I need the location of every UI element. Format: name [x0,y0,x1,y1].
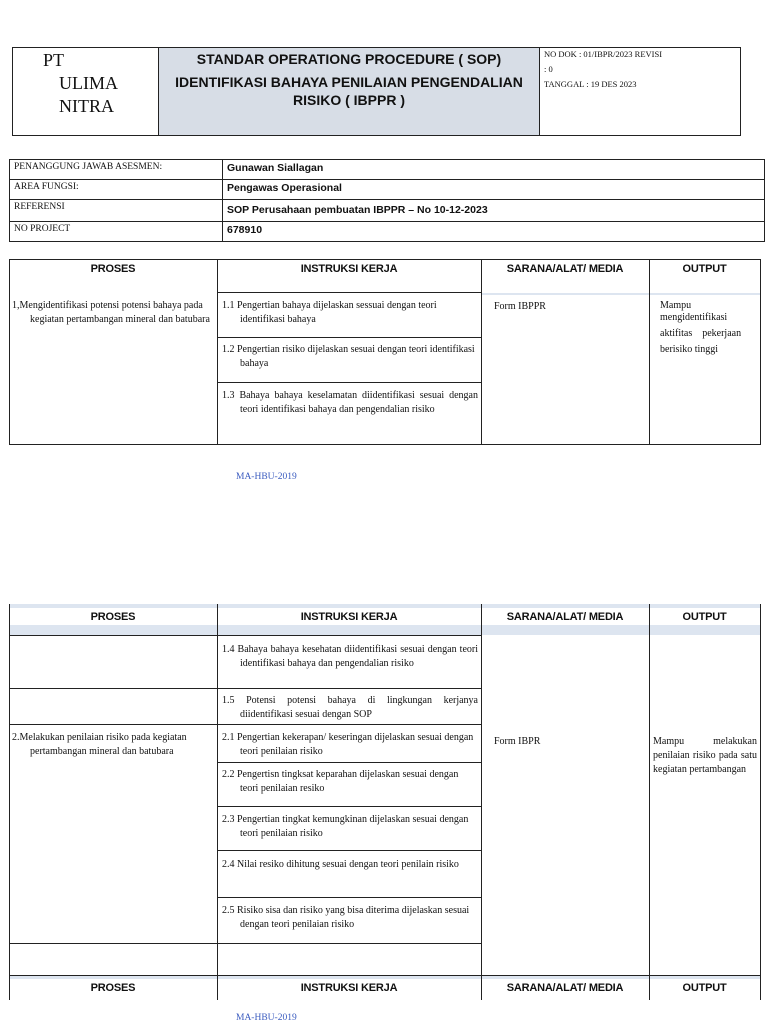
company-line-1: PT [43,50,65,70]
instruksi-1-4: 1.4 Bahaya bahaya kesehatan diidentifikasi sesuai dengan teori identifikasi bahaya dan pengendalian risiko [222,644,478,669]
col-header-sarana: SARANA/ALAT/ MEDIA [506,611,624,623]
output-1-line: Mampu [660,300,692,311]
col-header-proses: PROSES [90,611,136,623]
col-header-instruksi: INSTRUKSI KERJA [300,611,398,623]
info-label: AREA FUNGSI: [10,180,223,200]
sop-title-line-2: IDENTIFIKASI BAHAYA PENILAIAN PENGENDALIAN RISIKO ( IBPPR ) [175,74,523,108]
info-value: SOP Perusahaan pembuatan IBPPR – No 10-12-2023 [223,200,765,222]
proses-2-text: 2.Melakukan penilaian risiko pada kegiatan pertambangan mineral dan batubara [12,732,187,757]
info-value: 678910 [223,222,765,242]
output-1 [660,300,756,356]
instruksi-2-1: 2.1 Pengertian kekerapan/ keseringan dijelaskan sesuai dengan teori penilaian risiko [222,732,474,757]
doc-meta-cell [541,48,741,135]
instruksi-2-3: 2.3 Pengertian tingkat kemungkinan dijelaskan sesuai dengan teori penilaian risiko [222,814,469,839]
instruksi-2-2: 2.2 Pengertisn tingksat keparahan dijelaskan sesuai dengan teori penilaian resiko [222,769,459,794]
info-label: REFERENSI [10,200,223,222]
output-1-line: berisiko tinggi [660,344,719,355]
info-row [10,160,765,180]
col-header-output: OUTPUT [682,263,727,275]
sarana-1: Form IBPPR [494,301,546,312]
col-header-proses: PROSES [90,982,136,994]
instruksi-1-2: 1.2 Pengertian risiko dijelaskan sesuai dengan teori identifikasi bahaya [222,344,475,369]
col-header-output: OUTPUT [682,982,727,994]
sarana-2: Form IBPR [494,736,541,747]
info-label: NO PROJECT [10,222,223,242]
doc-number: NO DOK : 01/IBPR/2023 REVISI [544,49,663,59]
sop-header [12,47,741,136]
col-header-instruksi: INSTRUKSI KERJA [300,982,398,994]
assessment-info-table [9,159,765,242]
doc-revision: : 0 [544,64,553,74]
col-header-sarana: SARANA/ALAT/ MEDIA [506,263,624,275]
instruksi-2-4: 2.4 Nilai resiko dihitung sesuai dengan teori penilain risiko [222,859,459,870]
company-name-cell [13,48,159,135]
col-header-proses: PROSES [90,263,136,275]
instruksi-2-5: 2.5 Risiko sisa dan risiko yang bisa diterima dijelaskan sesuai dengan teori penilaian risiko [222,905,470,930]
instruksi-1-3: 1.3 Bahaya bahaya keselamatan diidentifikasi sesuai dengan teori identifikasi bahaya dan pengendalian risiko [222,390,478,415]
info-value: Gunawan Siallagan [223,160,765,180]
col-header-sarana: SARANA/ALAT/ MEDIA [506,982,624,994]
output-2: Mampu melakukan penilaian risiko pada satu kegiatan pertambangan [653,736,757,775]
instruksi-1-5: 1.5 Potensi potensi bahaya di lingkungan kerjanya diidentifikasi sesuai dengan SOP [222,695,478,720]
col-header-output: OUTPUT [682,611,727,623]
instruksi-1-1: 1.1 Pengertian bahaya dijelaskan sessuai dengan teori identifikasi bahaya [222,300,437,325]
info-row [10,200,765,222]
doc-date: TANGGAL : 19 DES 2023 [544,79,637,89]
footer-code: MA-HBU-2019 [236,472,297,482]
output-1-line: mengidentifikasi [660,312,728,323]
info-row [10,180,765,200]
sop-title-cell [159,48,540,135]
footer-code: MA-HBU-2019 [236,1013,297,1023]
info-value: Pengawas Operasional [223,180,765,200]
info-row [10,222,765,242]
info-label: PENANGGUNG JAWAB ASESMEN: [10,160,223,180]
output-1-line: aktifitas pekerjaan [660,328,742,339]
company-line-3: NITRA [59,96,114,116]
sop-title-line-1: STANDAR OPERATIONG PROCEDURE ( SOP) [196,51,502,67]
proses-1-text: 1,Mengidentifikasi potensi potensi bahaya pada kegiatan pertambangan mineral dan batubara [12,300,210,325]
company-line-2: ULIMA [59,73,118,93]
col-header-instruksi: INSTRUKSI KERJA [300,263,398,275]
